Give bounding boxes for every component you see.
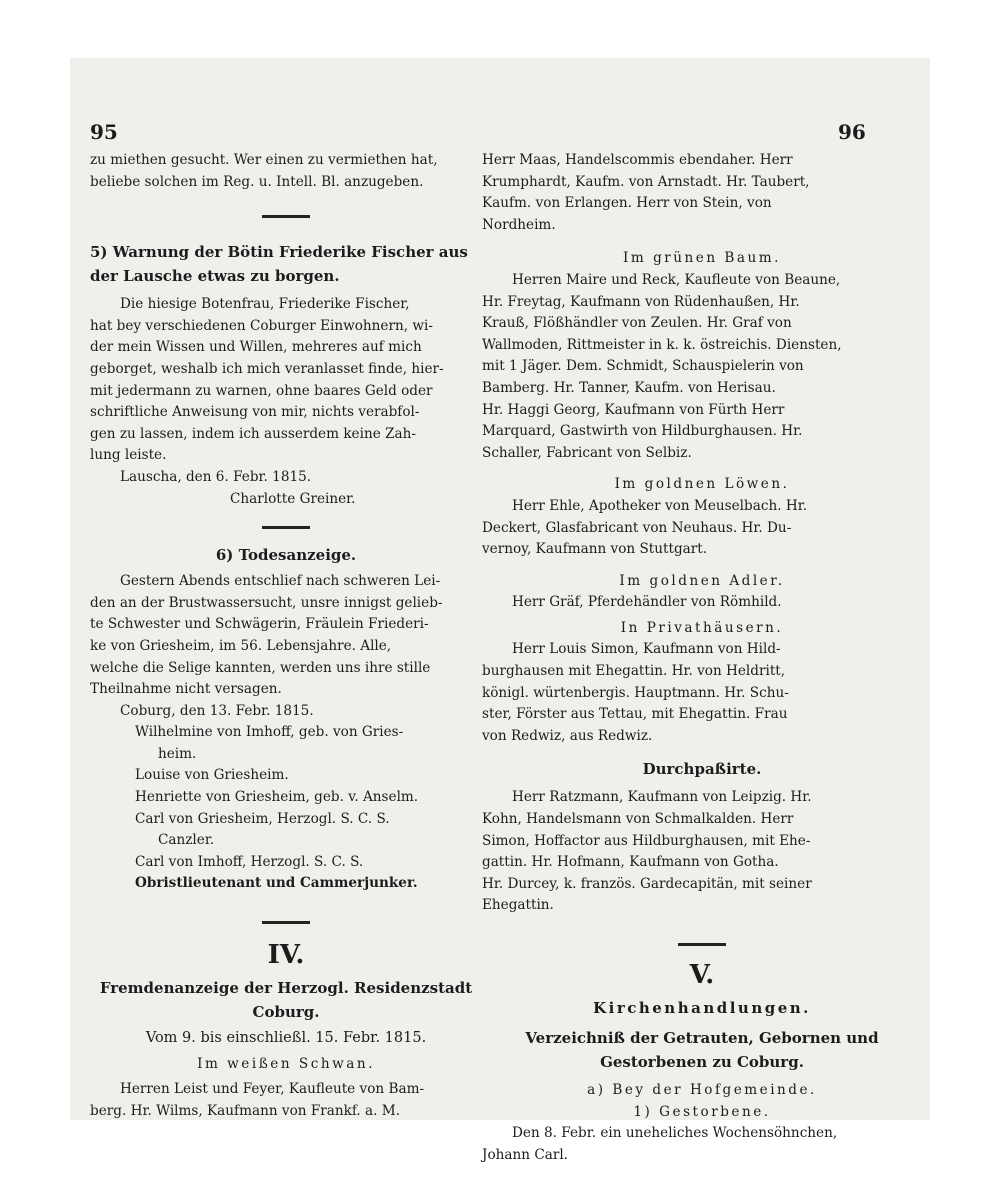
page-number-right: 96 [838, 120, 866, 144]
guest-line: Kohn, Handelsmann von Schmalkalden. Herr [482, 811, 794, 828]
warning-signature: Charlotte Greiner. [230, 490, 356, 507]
guest-line: Wallmoden, Rittmeister in k. k. östreichis. Diensten, [482, 336, 842, 353]
warning-line: lung leiste. [90, 447, 167, 464]
guest-line: Deckert, Glasfabricant von Neuhaus. Hr. Du- [482, 519, 792, 536]
right-column [482, 150, 922, 1166]
hotel-heading: In Privathäusern. [620, 619, 784, 636]
death-line: welche die Selige kannten, werden uns ihre stille [90, 659, 431, 676]
guest-line: vernoy, Kaufmann von Stuttgart. [482, 541, 708, 558]
death-line: Gestern Abends entschlief nach schweren Lei- [120, 573, 441, 590]
death-signer: Louise von Griesheim. [135, 767, 289, 784]
guest-line: burghausen mit Ehegattin. Hr. von Heldritt, [482, 663, 786, 680]
hotel-heading: Im goldnen Löwen. [614, 476, 790, 493]
guest-line: berg. Hr. Wilms, Kaufmann von Frankf. a. M. [90, 1102, 401, 1119]
warning-date: Lauscha, den 6. Febr. 1815. [120, 468, 312, 485]
death-line: ke von Griesheim, im 56. Lebensjahre. Alle, [90, 637, 392, 654]
death-line: den an der Brustwassersucht, unsre innigst gelieb- [90, 594, 443, 611]
record-line: Den 8. Febr. ein uneheliches Wochensöhnchen, [512, 1125, 838, 1142]
warning-heading: der Lausche etwas zu borgen. [90, 267, 340, 286]
guest-line: Herr Louis Simon, Kaufmann von Hild- [512, 641, 781, 658]
section-title: Kirchenhandlungen. [593, 999, 811, 1017]
subsection-heading: 1) Gestorbene. [633, 1103, 771, 1120]
guest-line: Herr Ratzmann, Kaufmann von Leipzig. Hr. [512, 789, 812, 806]
record-line: Johann Carl. [482, 1146, 568, 1163]
guest-line: Herr Gräf, Pferdehändler von Römhild. [512, 594, 782, 611]
intro-line: zu miethen gesucht. Wer einen zu vermiethen hat, [90, 152, 438, 168]
guest-line: gattin. Hr. Hofmann, Kaufmann von Gotha. [482, 854, 779, 871]
guest-line: Hr. Haggi Georg, Kaufmann von Fürth Herr [482, 401, 785, 418]
guest-line: Bamberg. Hr. Tanner, Kaufm. von Herisau. [482, 379, 776, 396]
section-title: Fremdenanzeige der Herzogl. Residenzstadt [99, 979, 473, 998]
guest-line: Herren Maire und Reck, Kaufleute von Beaune, [512, 271, 841, 288]
warning-line: Die hiesige Botenfrau, Friederike Fischer, [120, 296, 410, 313]
warning-heading: 5) Warnung der Bötin Friederike Fischer aus [90, 243, 468, 262]
guest-line: Simon, Hoffactor aus Hildburghausen, mit Ehe- [482, 832, 811, 849]
guest-line: Herr Maas, Handelscommis ebendaher. Herr [482, 152, 793, 168]
section-numeral-iv: IV. [267, 940, 305, 971]
death-line: te Schwester und Schwägerin, Fräulein Friederi- [90, 616, 429, 633]
section-subtitle: Verzeichniß der Getrauten, Gebornen und [525, 1029, 879, 1047]
guest-line: Herren Leist und Feyer, Kaufleute von Bam- [120, 1081, 425, 1098]
death-signer: heim. [158, 745, 197, 762]
page-number-left: 95 [90, 120, 118, 144]
guest-line: von Redwiz, aus Redwiz. [482, 727, 653, 744]
warning-line: schriftliche Anweisung von mir, nichts verabfol- [90, 404, 420, 421]
death-signer: Henriette von Griesheim, geb. v. Anselm. [135, 789, 419, 806]
death-heading: 6) Todesanzeige. [215, 546, 357, 565]
warning-line: gen zu lassen, indem ich ausserdem keine Zah- [90, 425, 416, 442]
hotel-heading: Im weißen Schwan. [197, 1055, 375, 1072]
guest-line: Kaufm. von Erlangen. Herr von Stein, von [482, 195, 772, 212]
warning-line: geborget, weshalb ich mich veranlasset finde, hier- [90, 360, 444, 377]
guest-line: Ehegattin. [482, 897, 554, 914]
warning-line: mit jedermann zu warnen, ohne baares Geld oder [90, 382, 433, 399]
death-signer: Canzler. [158, 832, 215, 849]
transit-heading: Durchpaßirte. [642, 760, 762, 779]
left-column [90, 150, 482, 1122]
newspaper-page [70, 58, 930, 1163]
death-date: Coburg, den 13. Febr. 1815. [120, 702, 314, 719]
section-title: Coburg. [252, 1003, 320, 1022]
guest-line: Herr Ehle, Apotheker von Meuselbach. Hr. [512, 497, 808, 514]
guest-line: Krumphardt, Kaufm. von Arnstadt. Hr. Taubert, [482, 173, 810, 190]
guest-line: Nordheim. [482, 216, 556, 233]
section-numeral-v: V. [689, 960, 715, 990]
section-dates: Vom 9. bis einschließl. 15. Febr. 1815. [145, 1030, 427, 1047]
warning-line: hat bey verschiedenen Coburger Einwohnern, wi- [90, 317, 433, 334]
hotel-heading: Im goldnen Adler. [619, 572, 785, 589]
subsection-heading: a) Bey der Hofgemeinde. [587, 1082, 817, 1098]
intro-line: beliebe solchen im Reg. u. Intell. Bl. anzugeben. [90, 173, 424, 190]
death-signer: Wilhelmine von Imhoff, geb. von Gries- [135, 724, 404, 741]
section-subtitle: Gestorbenen zu Coburg. [600, 1053, 804, 1071]
guest-line: Hr. Freytag, Kaufmann von Rüdenhaußen, Hr. [482, 293, 800, 310]
guest-line: mit 1 Jäger. Dem. Schmidt, Schauspielerin von [482, 358, 804, 375]
death-signer: Obristlieutenant und Cammerjunker. [135, 875, 418, 892]
guest-line: Marquard, Gastwirth von Hildburghausen. Hr. [482, 423, 803, 440]
guest-line: Schaller, Fabricant von Selbiz. [482, 444, 692, 461]
death-line: Theilnahme nicht versagen. [90, 681, 282, 698]
guest-line: Hr. Durcey, k. französ. Gardecapitän, mit seiner [482, 875, 812, 892]
death-signer: Carl von Imhoff, Herzogl. S. C. S. [135, 853, 364, 870]
guest-line: Krauß, Flößhändler von Zeulen. Hr. Graf von [482, 315, 792, 332]
guest-line: königl. würtenbergis. Hauptmann. Hr. Schu- [482, 684, 789, 701]
death-signer: Carl von Griesheim, Herzogl. S. C. S. [135, 810, 390, 827]
hotel-heading: Im grünen Baum. [623, 250, 781, 267]
warning-line: der mein Wissen und Willen, mehreres auf mich [90, 339, 422, 356]
guest-line: ster, Förster aus Tettau, mit Ehegattin. Frau [482, 706, 788, 723]
